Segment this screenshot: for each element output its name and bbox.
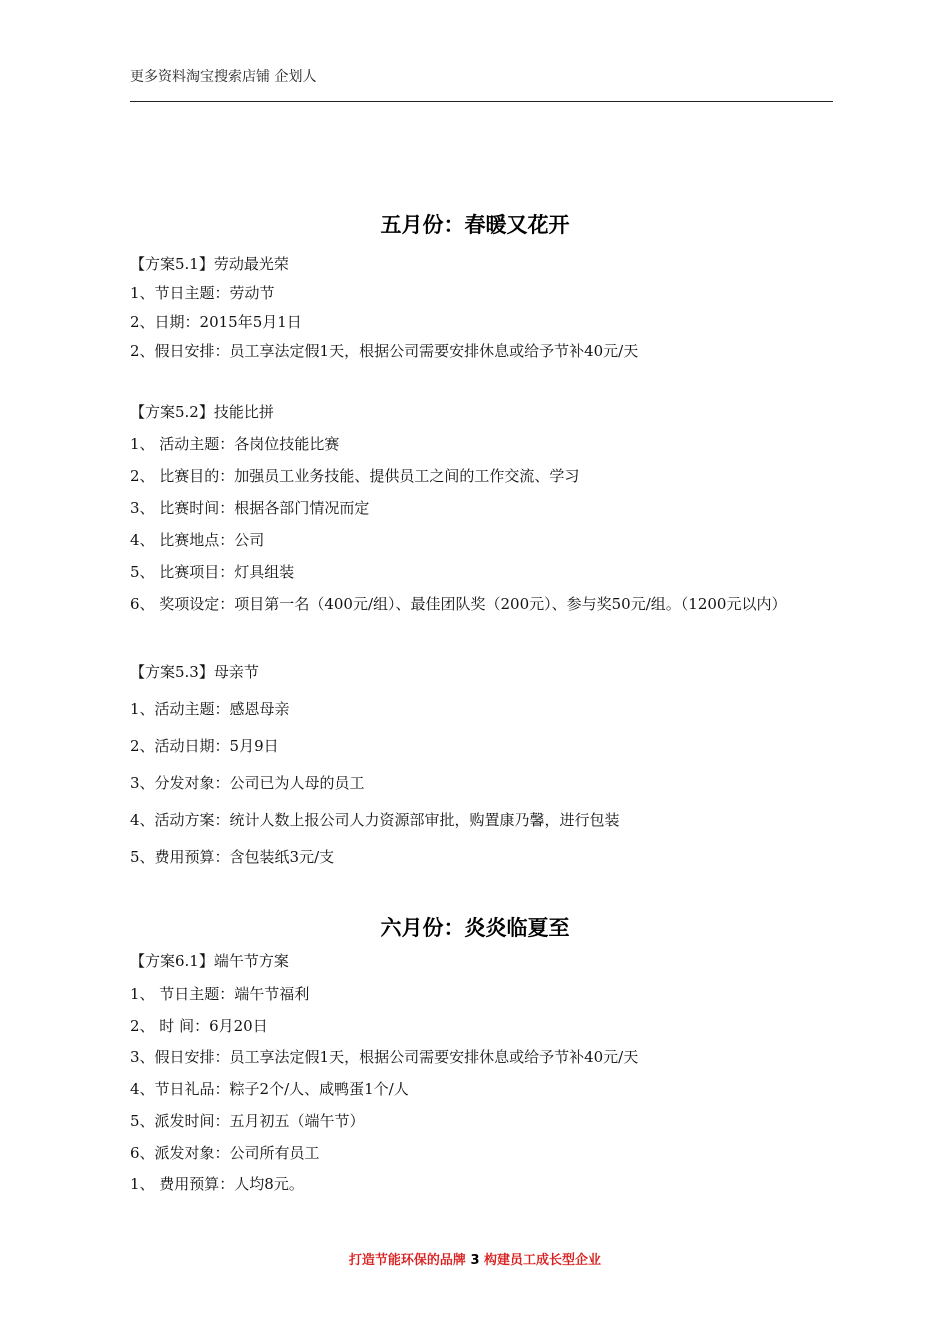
header-divider bbox=[130, 101, 833, 102]
list-item: 2、日期：2015年5月1日 bbox=[130, 313, 302, 331]
list-item: 2、活动日期：5月9日 bbox=[130, 737, 279, 755]
list-item: 1、活动主题：感恩母亲 bbox=[130, 700, 290, 718]
header-note: 更多资料淘宝搜索店铺 企划人 bbox=[130, 69, 317, 85]
list-item: 6、 奖项设定：项目第一名（400元/组）、最佳团队奖（200元）、参与奖50元/组。（1200元以内） bbox=[130, 595, 787, 613]
list-item: 1、 节日主题：端午节福利 bbox=[130, 985, 310, 1003]
plan-heading: 【方案6.1】端午节方案 bbox=[130, 952, 289, 970]
plan-heading: 【方案5.1】劳动最光荣 bbox=[130, 255, 289, 273]
list-item: 3、分发对象：公司已为人母的员工 bbox=[130, 774, 365, 792]
section-title-june: 六月份：炎炎临夏至 bbox=[380, 916, 570, 940]
plan-heading: 【方案5.2】技能比拼 bbox=[130, 403, 274, 421]
list-item: 4、 比赛地点：公司 bbox=[130, 531, 265, 549]
list-item: 6、派发对象：公司所有员工 bbox=[130, 1144, 320, 1162]
footer-slogan-left: 打造节能环保的品牌 bbox=[348, 1253, 466, 1268]
list-item: 4、节日礼品：粽子2个/人、咸鸭蛋1个/人 bbox=[130, 1080, 409, 1098]
list-item: 1、 费用预算：人均8元。 bbox=[130, 1175, 304, 1193]
section-title-may: 五月份：春暖又花开 bbox=[380, 213, 570, 237]
list-item: 5、 比赛项目：灯具组装 bbox=[130, 563, 295, 581]
list-item: 2、假日安排：员工享法定假1天，根据公司需要安排休息或给予节补40元/天 bbox=[130, 342, 639, 360]
page-footer bbox=[0, 1249, 950, 1268]
list-item: 3、 比赛时间：根据各部门情况而定 bbox=[130, 499, 370, 517]
list-item: 3、假日安排：员工享法定假1天，根据公司需要安排休息或给予节补40元/天 bbox=[130, 1048, 639, 1066]
page-number: 3 bbox=[470, 1253, 480, 1268]
list-item: 5、派发时间：五月初五（端午节） bbox=[130, 1112, 365, 1130]
plan-heading: 【方案5.3】母亲节 bbox=[130, 663, 259, 681]
list-item: 1、节日主题：劳动节 bbox=[130, 284, 275, 302]
list-item: 1、 活动主题：各岗位技能比赛 bbox=[130, 435, 340, 453]
list-item: 2、 时 间：6月20日 bbox=[130, 1017, 268, 1035]
list-item: 4、活动方案：统计人数上报公司人力资源部审批，购置康乃馨，进行包装 bbox=[130, 811, 620, 829]
list-item: 5、费用预算：含包装纸3元/支 bbox=[130, 848, 335, 866]
list-item: 2、 比赛目的：加强员工业务技能、提供员工之间的工作交流、学习 bbox=[130, 467, 580, 485]
footer-slogan-right: 构建员工成长型企业 bbox=[484, 1253, 602, 1268]
